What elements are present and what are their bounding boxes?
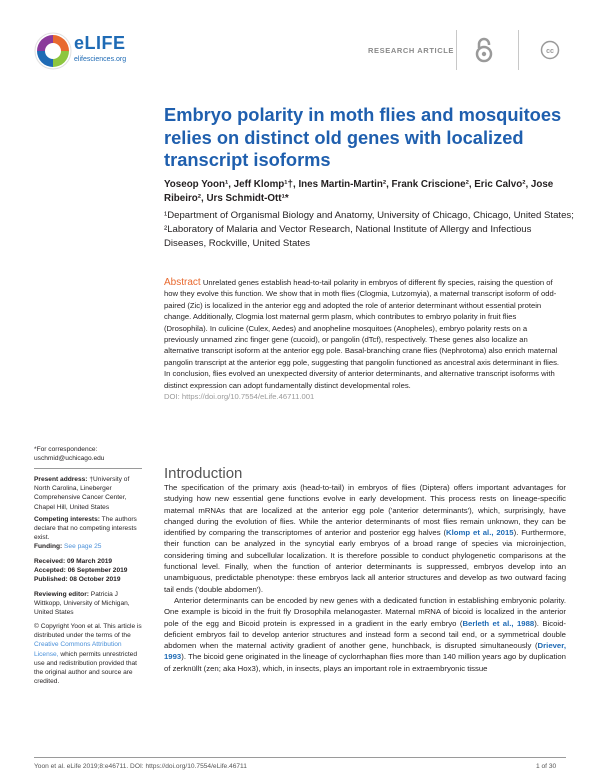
correspondence-email[interactable]: uschmid@uchicago.edu: [34, 455, 105, 463]
citation-link[interactable]: Klomp et al., 2015: [446, 528, 514, 538]
present-address: [34, 475, 142, 512]
published-date: Published: 08 October 2019: [34, 576, 121, 584]
citation-link[interactable]: Driever, 1993: [164, 641, 566, 662]
text-run: ). Bicoid-deficient embryos fail to develop anterior structures and instead form a second tail end, or a symmetrical double abdomen when the maternal activity gradient of another gene, hunchback, is disrupted simultaneously (: [164, 618, 567, 651]
paragraph: [164, 482, 566, 595]
article-type-label: RESEARCH ARTICLE: [368, 46, 454, 55]
header-divider: [456, 30, 457, 70]
funding-label: Funding:: [34, 543, 63, 550]
sidebar-divider: [34, 468, 142, 469]
author-list: Yoseop Yoon¹, Jeff Klomp¹†, Ines Martin-Martin², Frank Criscione², Eric Calvo², Jose Ribeiro², Urs Schmidt-Ott¹*: [164, 179, 554, 204]
competing-interests: [34, 515, 142, 543]
copyright: [34, 622, 142, 686]
competing-interests-text: The authors declare that no competing interests exist.: [34, 516, 137, 542]
funding: [34, 542, 142, 551]
present-address-text: †University of North Carolina, Lineberger Comprehensive Cancer Center, Chapel Hill, United States: [34, 476, 130, 511]
elife-logo-icon: [33, 31, 73, 71]
text-run: ). The bicoid gene originated in the lineage of cyclorrhaphan flies more than 140 million years ago by duplication of zerknüllt (zen; aka Hox3), which, in insects, plays an important role in extraembryonic tissue: [164, 652, 566, 673]
correspondence: [34, 445, 142, 463]
present-address-label: Present address:: [34, 476, 88, 483]
correspondence-label: *For correspondence:: [34, 446, 98, 453]
funding-link[interactable]: See page 25: [62, 543, 102, 550]
abstract-text: Unrelated genes establish head-to-tail polarity in embryos of different fly species, raising the question of how they evolve this function. We show that in moth flies (Clogmia, Lutzomyia), a maternal transcript isoform of odd-paired (Zic) is localized in the anterior egg and adopted the role of anterior determinant without essential protein change. Additionally, Clogmia lost maternal germ plasm, which contributes to embryo polarity in fruit flies (Drosophila). In culicine (Culex, Aedes) and anopheline mosquitoes (Anopheles), embryo polarity rests on a previously unnamed zinc finger gene (cucoid), or pangolin (dTcf), respectively. These genes also localize an alternative transcript isoform at the anterior egg pole. Basal-branching crane flies (Nephrotoma) also enrich maternal pangolin transcript at the anterior egg pole, suggesting that pangolin functioned as ancestral axis determinant in flies. In conclusion, flies evolved an unexpected diversity of anterior determinants, and alternative transcript isoforms with distinct expression can adopt fundamentally distinct developmental roles.: [164, 278, 560, 390]
reviewing-editor-text: Patricia J Wittkopp, University of Michigan, United States: [34, 591, 130, 617]
abstract-doi-link[interactable]: DOI: https://doi.org/10.7554/eLife.46711.001: [164, 392, 315, 402]
text-run: The specification of the primary axis (head-to-tail) in embryos of flies (Diptera) offers important advantages for studying how new essential gene functions evolve in early development. This process rests on lineage-specific maternal mRNAs that are localized at the anterior egg pole ('anterior determinants'), which, surprisingly, have changed during the evolution of flies. While the anterior determinants of most flies remain unknown, they can be identified by comparing the transcriptomes of anterior and posterior egg halves (: [164, 483, 566, 538]
reviewing-editor: [34, 590, 142, 618]
affiliations: ¹Department of Organismal Biology and Anatomy, University of Chicago, Chicago, United States; ²Laboratory of Malaria and Vector Research, National Institute of Allergy and Infectious Diseases, Rockville, United States: [164, 210, 574, 249]
abstract-heading: Abstract: [164, 277, 201, 288]
license-link[interactable]: Creative Commons Attribution License,: [34, 641, 122, 658]
introduction-body: [164, 482, 566, 674]
copyright-text-end: which permits unrestricted use and redistribution provided that the original author and source are credited.: [34, 650, 138, 686]
page-number: 1 of 30: [536, 763, 557, 770]
footer-citation[interactable]: Yoon et al. eLife 2019;8:e46711. DOI: https://doi.org/10.7554/eLife.46711: [34, 763, 247, 770]
copyright-text: © Copyright Yoon et al. This article is distributed under the terms of the: [34, 623, 142, 640]
abstract: [164, 277, 560, 402]
paragraph: [164, 595, 566, 674]
open-access-icon: [470, 36, 498, 64]
received-date: Received: 09 March 2019: [34, 558, 113, 565]
introduction-heading: Introduction: [164, 465, 243, 482]
article-title: Embryo polarity in moth flies and mosquitoes relies on distinct old genes with localized transcript isoforms: [164, 104, 562, 170]
text-run: ). Furthermore, their function can be analyzed in the syncytial early embryos of a broad range of species via microinjection, considering timing and subcellular localization. It is therefore possible to conduct phylogenetic comparisons at the functional level. Finally, when the function of anterior determinants is suppressed, embryos develop into an unambiguous, predictable phenotype: these embryos lack all anterior structures and develop as two outward facing tail ends ('double abdomen').: [164, 528, 566, 594]
svg-text:cc: cc: [546, 48, 554, 55]
competing-interests-label: Competing interests:: [34, 516, 100, 523]
logo-wordmark: eLIFE: [74, 33, 126, 53]
accepted-date: Accepted: 06 September 2019: [34, 567, 128, 575]
creative-commons-icon: [540, 40, 560, 60]
dates: [34, 557, 142, 585]
text-run: Anterior determinants can be encoded by new genes with a dedicated function in establishing embryonic polarity. One example is bicoid in the fruit fly Drosophila melanogaster. Maternal mRNA of bicoid is localized in the anterior pole of the egg and Bicoid protein is expressed in a gradient in the early embryo (: [164, 595, 566, 628]
citation-link[interactable]: Berleth et al., 1988: [462, 618, 535, 628]
header-divider-2: [518, 30, 519, 70]
reviewing-editor-label: Reviewing editor:: [34, 591, 89, 598]
logo-url[interactable]: elifesciences.org: [74, 56, 127, 63]
footer-divider: [34, 757, 566, 758]
